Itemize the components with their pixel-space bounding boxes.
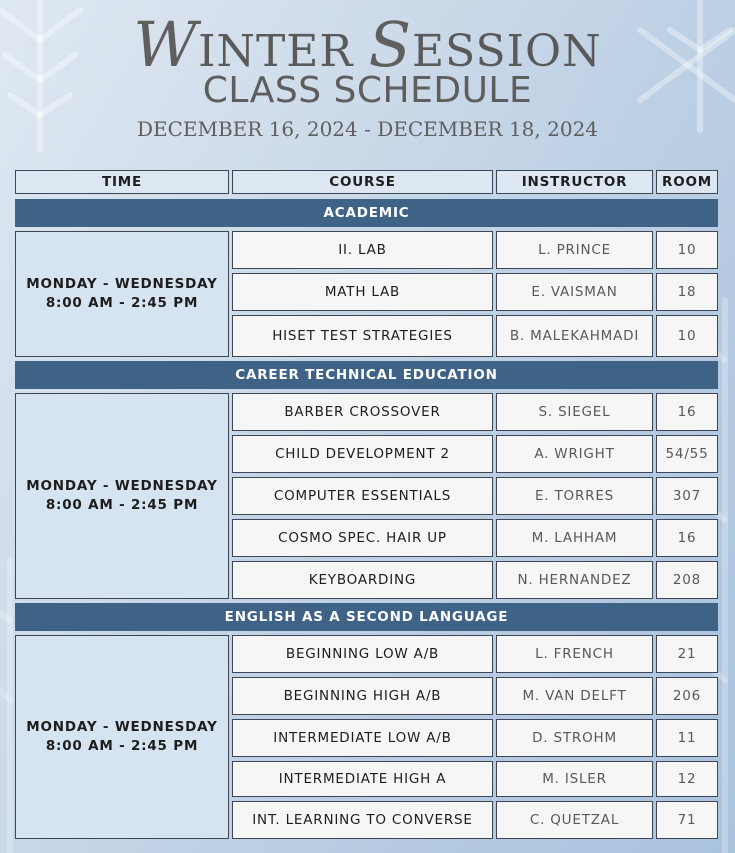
course-cell: CHILD DEVELOPMENT 2	[232, 435, 493, 473]
course-cell: KEYBOARDING	[232, 561, 493, 599]
instructor-cell: A. WRIGHT	[496, 435, 653, 473]
room-cell: 10	[656, 231, 718, 269]
room-cell: 206	[656, 677, 718, 715]
time-days: MONDAY - WEDNESDAY	[26, 276, 218, 292]
time-hours: 8:00 AM - 2:45 PM	[45, 497, 199, 513]
instructor-cell: N. HERNANDEZ	[496, 561, 653, 599]
section-header: ENGLISH AS A SECOND LANGUAGE	[15, 603, 718, 631]
room-cell: 10	[656, 315, 718, 357]
time-block	[15, 393, 229, 599]
instructor-cell: M. VAN DELFT	[496, 677, 653, 715]
title-initial-s: S	[368, 8, 413, 81]
room-cell: 208	[656, 561, 718, 599]
course-cell: INTERMEDIATE HIGH A	[232, 761, 493, 797]
instructor-cell: E. VAISMAN	[496, 273, 653, 311]
course-cell: COMPUTER ESSENTIALS	[232, 477, 493, 515]
room-cell: 16	[656, 393, 718, 431]
instructor-cell: M. ISLER	[496, 761, 653, 797]
time-block	[15, 231, 229, 357]
column-header-course: COURSE	[232, 170, 493, 194]
course-cell: HISET TEST STRATEGIES	[232, 315, 493, 357]
room-cell: 12	[656, 761, 718, 797]
course-cell: MATH LAB	[232, 273, 493, 311]
course-cell: BARBER CROSSOVER	[232, 393, 493, 431]
room-cell: 54/55	[656, 435, 718, 473]
time-hours: 8:00 AM - 2:45 PM	[45, 295, 199, 311]
date-range: DECEMBER 16, 2024 - DECEMBER 18, 2024	[136, 117, 599, 141]
room-cell: 16	[656, 519, 718, 557]
course-cell: INT. LEARNING TO CONVERSE	[232, 801, 493, 839]
room-cell: 71	[656, 801, 718, 839]
column-header-room: ROOM	[656, 170, 718, 194]
course-cell: BEGINNING HIGH A/B	[232, 677, 493, 715]
time-hours: 8:00 AM - 2:45 PM	[45, 738, 199, 754]
room-cell: 21	[656, 635, 718, 673]
section-header: ACADEMIC	[15, 199, 718, 227]
course-cell: BEGINNING LOW A/B	[232, 635, 493, 673]
page-subtitle: CLASS SCHEDULE	[202, 70, 533, 111]
instructor-cell: L. PRINCE	[496, 231, 653, 269]
time-days: MONDAY - WEDNESDAY	[26, 719, 218, 735]
instructor-cell: D. STROHM	[496, 719, 653, 757]
section-header: CAREER TECHNICAL EDUCATION	[15, 361, 718, 389]
instructor-cell: S. SIEGEL	[496, 393, 653, 431]
title-initial-w: W	[133, 8, 199, 81]
course-cell: COSMO SPEC. HAIR UP	[232, 519, 493, 557]
time-days: MONDAY - WEDNESDAY	[26, 478, 218, 494]
instructor-cell: B. MALEKAHMADI	[496, 315, 653, 357]
course-cell: INTERMEDIATE LOW A/B	[232, 719, 493, 757]
column-header-time: TIME	[15, 170, 229, 194]
course-cell: II. LAB	[232, 231, 493, 269]
room-cell: 11	[656, 719, 718, 757]
title-word-session: ESSION	[412, 26, 602, 77]
instructor-cell: L. FRENCH	[496, 635, 653, 673]
time-block	[15, 635, 229, 839]
snowflake-icon	[0, 560, 10, 853]
room-cell: 307	[656, 477, 718, 515]
title-word-winter: INTER	[198, 26, 354, 77]
instructor-cell: C. QUETZAL	[496, 801, 653, 839]
instructor-cell: E. TORRES	[496, 477, 653, 515]
room-cell: 18	[656, 273, 718, 311]
instructor-cell: M. LAHHAM	[496, 519, 653, 557]
column-header-instructor: INSTRUCTOR	[496, 170, 653, 194]
